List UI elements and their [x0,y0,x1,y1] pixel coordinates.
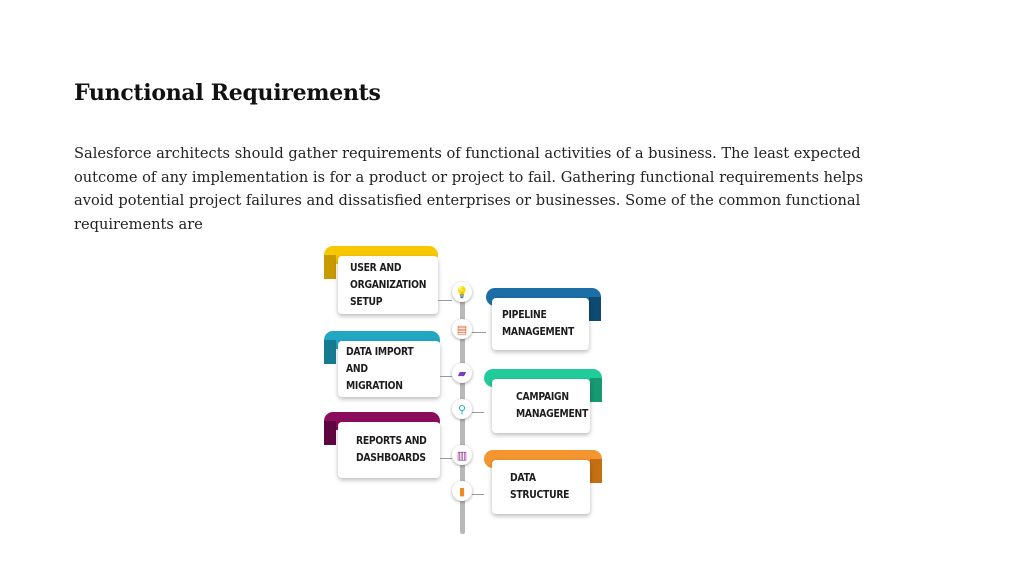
card-box [492,298,589,350]
page-title: Functional Requirements [74,80,381,106]
card-fold [324,421,336,445]
requirements-infographic [318,240,610,536]
card-fold [590,378,602,402]
card-label: DATA STRUCTURE [510,472,570,501]
connector-line [472,482,484,495]
clipboard-icon: ▥ [452,445,472,465]
card-label: REPORTS AND DASHBOARDS [356,435,427,464]
card-label: PIPELINE MANAGEMENT [502,309,575,338]
folder-icon: ▰ [452,363,472,383]
card-box [338,341,440,397]
card-box [338,422,440,478]
card-fold [589,297,601,321]
bar-chart-icon: ▮ [452,481,472,501]
card-fold [324,255,336,279]
card-box [492,460,590,514]
card-box [492,379,590,433]
card-fold [590,459,602,483]
intro-paragraph: Salesforce architects should gather requirements of functional activities of a business. The least expected outcome of any implementation is for a product or project to fail. Gathering functional requirements helps avoid potential project failures and dissatisfied enterprises or businesses. Some of the common functional requirements are [74,145,864,233]
connector-line [472,400,484,413]
card-label: USER AND ORGANIZATION SETUP [350,261,427,308]
card-box [338,256,438,314]
lightbulb-icon: 💡 [452,282,472,302]
connector-line [440,446,452,459]
card-fold [324,340,336,364]
connector-line [438,288,452,301]
connector-line [472,320,486,333]
connector-line [440,364,452,377]
document-icon: ▤ [452,319,472,339]
card-label: DATA IMPORT AND MIGRATION [346,345,414,392]
search-icon: ⚲ [452,399,472,419]
card-label: CAMPAIGN MANAGEMENT [516,391,589,420]
